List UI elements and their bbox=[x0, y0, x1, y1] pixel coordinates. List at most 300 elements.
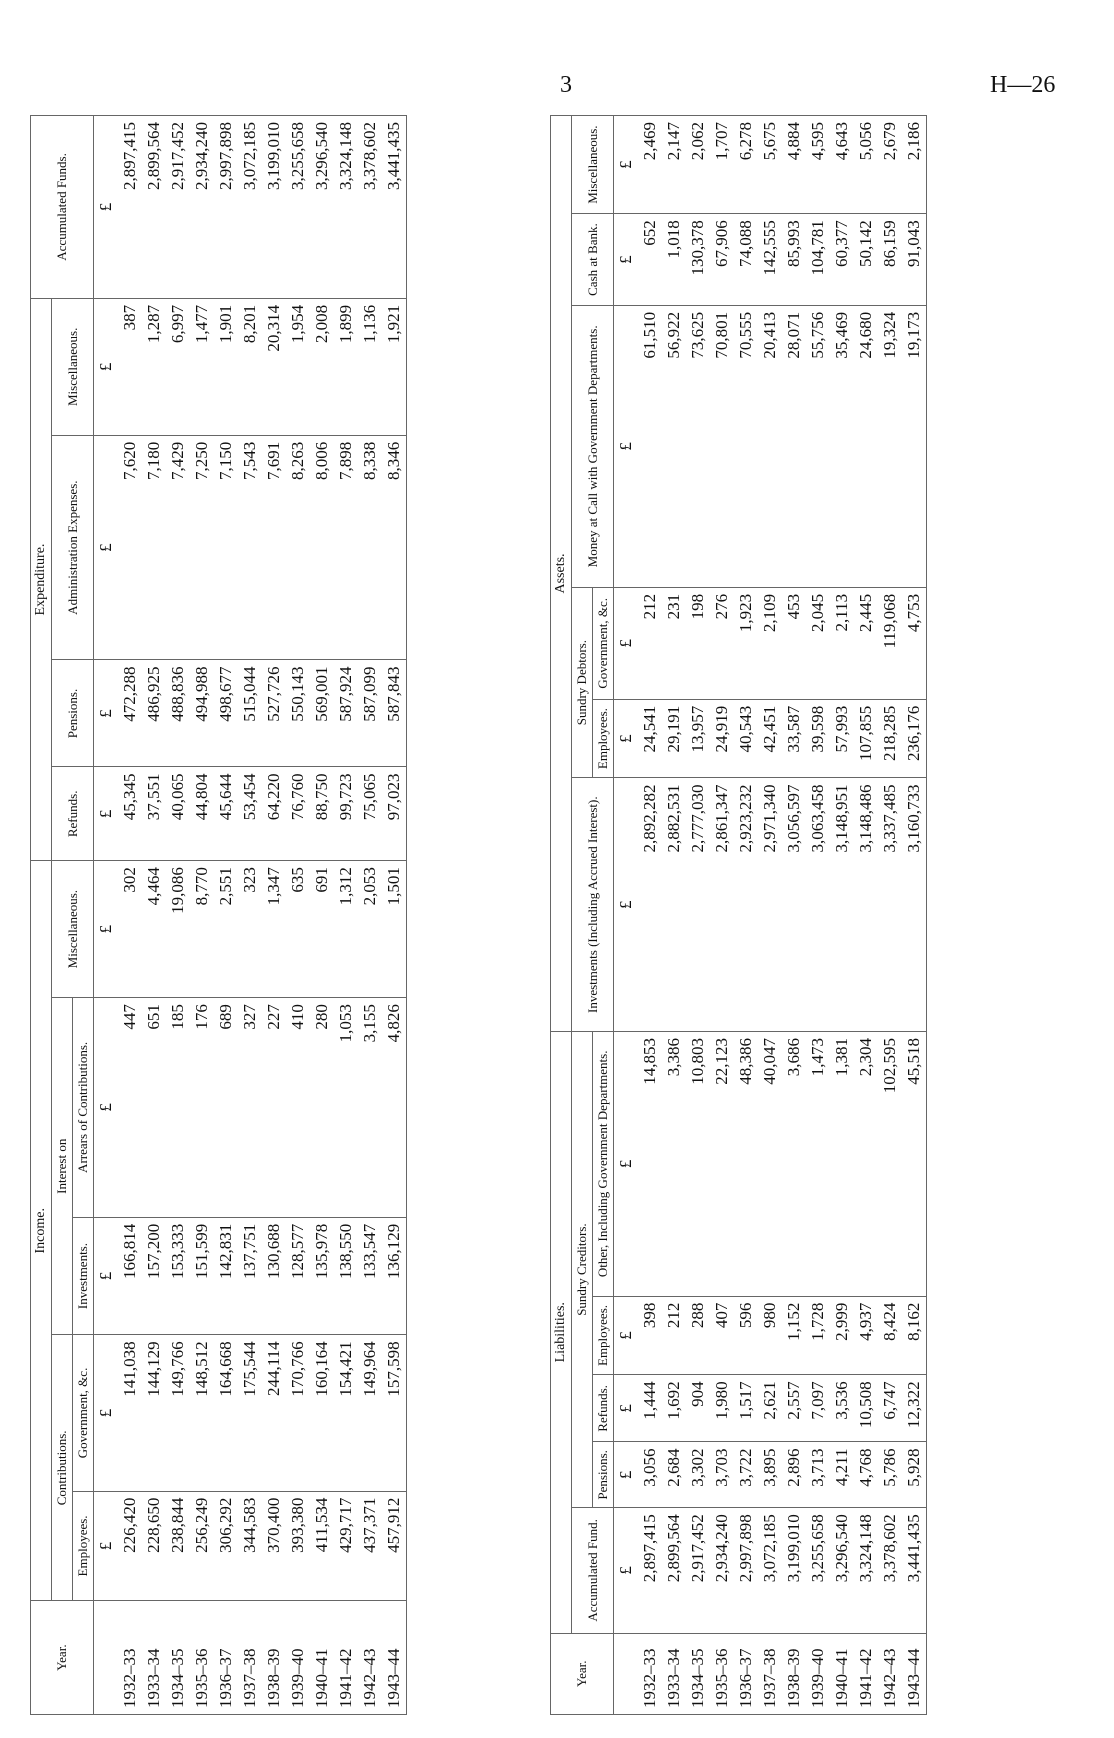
blank-cell bbox=[94, 1601, 119, 1715]
value-cell: 236,176 bbox=[902, 699, 927, 778]
value-cell: 2,557 bbox=[782, 1375, 806, 1442]
value-cell: 398 bbox=[638, 1296, 662, 1375]
value-cell: 48,386 bbox=[734, 1031, 758, 1296]
value-cell: 3,160,733 bbox=[902, 778, 927, 1032]
value-cell: 85,993 bbox=[782, 214, 806, 306]
value-cell: 323 bbox=[238, 861, 262, 998]
value-cell: 2,917,452 bbox=[166, 116, 190, 299]
currency-symbol: £ bbox=[94, 767, 119, 861]
value-cell: 56,922 bbox=[662, 305, 686, 587]
value-cell: 3,386 bbox=[662, 1031, 686, 1296]
value-cell: 2,934,240 bbox=[710, 1508, 734, 1633]
value-cell: 3,713 bbox=[806, 1442, 830, 1508]
value-cell: 486,925 bbox=[142, 660, 166, 767]
value-cell: 1,381 bbox=[830, 1031, 854, 1296]
year-header: Year. bbox=[551, 1633, 614, 1714]
value-cell: 86,159 bbox=[878, 214, 902, 306]
value-cell: 635 bbox=[286, 861, 310, 998]
value-cell: 226,420 bbox=[118, 1491, 142, 1601]
table-row bbox=[782, 116, 806, 1715]
value-cell: 7,097 bbox=[806, 1375, 830, 1442]
value-cell: 2,062 bbox=[686, 116, 710, 214]
value-cell: 2,896 bbox=[782, 1442, 806, 1508]
currency-symbol: £ bbox=[94, 1335, 119, 1491]
value-cell: 3,378,602 bbox=[358, 116, 382, 299]
table-row bbox=[382, 116, 407, 1715]
col-header: Money at Call with Government Departments. bbox=[572, 305, 614, 587]
value-cell: 19,086 bbox=[166, 861, 190, 998]
value-cell: 515,044 bbox=[238, 660, 262, 767]
value-cell: 2,999 bbox=[830, 1296, 854, 1375]
col-header: Investments. bbox=[73, 1217, 94, 1335]
value-cell: 104,781 bbox=[806, 214, 830, 306]
value-cell: 498,677 bbox=[214, 660, 238, 767]
value-cell: 393,380 bbox=[286, 1491, 310, 1601]
currency-symbol: £ bbox=[614, 305, 639, 587]
value-cell: 91,043 bbox=[902, 214, 927, 306]
value-cell: 76,760 bbox=[286, 767, 310, 861]
value-cell: 70,555 bbox=[734, 305, 758, 587]
value-cell: 5,786 bbox=[878, 1442, 902, 1508]
value-cell: 2,882,531 bbox=[662, 778, 686, 1032]
value-cell: 256,249 bbox=[190, 1491, 214, 1601]
value-cell: 244,114 bbox=[262, 1335, 286, 1491]
value-cell: 3,296,540 bbox=[830, 1508, 854, 1633]
value-cell: 2,923,232 bbox=[734, 778, 758, 1032]
value-cell: 457,912 bbox=[382, 1491, 407, 1601]
value-cell: 2,917,452 bbox=[686, 1508, 710, 1633]
table-row bbox=[638, 116, 662, 1715]
value-cell: 45,345 bbox=[118, 767, 142, 861]
value-cell: 3,441,435 bbox=[382, 116, 407, 299]
value-cell: 14,853 bbox=[638, 1031, 662, 1296]
table-row bbox=[166, 116, 190, 1715]
value-cell: 157,598 bbox=[382, 1335, 407, 1491]
year-cell: 1935–36 bbox=[710, 1633, 734, 1714]
value-cell: 141,038 bbox=[118, 1335, 142, 1491]
value-cell: 1,347 bbox=[262, 861, 286, 998]
value-cell: 2,971,340 bbox=[758, 778, 782, 1032]
currency-symbol: £ bbox=[614, 699, 639, 778]
table-row bbox=[902, 116, 927, 1715]
value-cell: 231 bbox=[662, 587, 686, 699]
value-cell: 7,180 bbox=[142, 435, 166, 660]
value-cell: 4,937 bbox=[854, 1296, 878, 1375]
value-cell: 370,400 bbox=[262, 1491, 286, 1601]
value-cell: 1,018 bbox=[662, 214, 686, 306]
value-cell: 2,008 bbox=[310, 298, 334, 435]
value-cell: 652 bbox=[638, 214, 662, 306]
value-cell: 302 bbox=[118, 861, 142, 998]
value-cell: 4,826 bbox=[382, 998, 407, 1218]
value-cell: 228,650 bbox=[142, 1491, 166, 1601]
value-cell: 3,324,148 bbox=[334, 116, 358, 299]
value-cell: 3,199,010 bbox=[782, 1508, 806, 1633]
value-cell: 276 bbox=[710, 587, 734, 699]
value-cell: 57,993 bbox=[830, 699, 854, 778]
value-cell: 2,113 bbox=[830, 587, 854, 699]
value-cell: 344,583 bbox=[238, 1491, 262, 1601]
year-cell: 1942–43 bbox=[358, 1601, 382, 1715]
value-cell: 3,148,486 bbox=[854, 778, 878, 1032]
value-cell: 587,843 bbox=[382, 660, 407, 767]
value-cell: 651 bbox=[142, 998, 166, 1218]
value-cell: 596 bbox=[734, 1296, 758, 1375]
table-row bbox=[358, 116, 382, 1715]
value-cell: 55,756 bbox=[806, 305, 830, 587]
col-header: Refunds. bbox=[593, 1375, 614, 1442]
value-cell: 24,541 bbox=[638, 699, 662, 778]
year-cell: 1934–35 bbox=[686, 1633, 710, 1714]
value-cell: 904 bbox=[686, 1375, 710, 1442]
value-cell: 3,072,185 bbox=[758, 1508, 782, 1633]
year-cell: 1932–33 bbox=[638, 1633, 662, 1714]
value-cell: 74,088 bbox=[734, 214, 758, 306]
value-cell: 1,152 bbox=[782, 1296, 806, 1375]
value-cell: 7,150 bbox=[214, 435, 238, 660]
sundry-creditors-header: Sundry Creditors. bbox=[572, 1031, 593, 1507]
value-cell: 980 bbox=[758, 1296, 782, 1375]
col-header: Refunds. bbox=[52, 767, 94, 861]
currency-symbol: £ bbox=[614, 1508, 639, 1633]
value-cell: 40,543 bbox=[734, 699, 758, 778]
value-cell: 2,934,240 bbox=[190, 116, 214, 299]
value-cell: 4,211 bbox=[830, 1442, 854, 1508]
value-cell: 3,063,458 bbox=[806, 778, 830, 1032]
value-cell: 3,722 bbox=[734, 1442, 758, 1508]
currency-symbol: £ bbox=[94, 298, 119, 435]
value-cell: 154,421 bbox=[334, 1335, 358, 1491]
value-cell: 3,056 bbox=[638, 1442, 662, 1508]
table-row bbox=[214, 116, 238, 1715]
value-cell: 2,899,564 bbox=[662, 1508, 686, 1633]
year-cell: 1932–33 bbox=[118, 1601, 142, 1715]
value-cell: 3,441,435 bbox=[902, 1508, 927, 1633]
table-row bbox=[118, 116, 142, 1715]
value-cell: 472,288 bbox=[118, 660, 142, 767]
value-cell: 8,162 bbox=[902, 1296, 927, 1375]
value-cell: 75,065 bbox=[358, 767, 382, 861]
value-cell: 7,543 bbox=[238, 435, 262, 660]
value-cell: 12,322 bbox=[902, 1375, 927, 1442]
value-cell: 133,547 bbox=[358, 1217, 382, 1335]
value-cell: 70,801 bbox=[710, 305, 734, 587]
value-cell: 2,045 bbox=[806, 587, 830, 699]
col-header: Employees. bbox=[593, 1296, 614, 1375]
currency-symbol: £ bbox=[614, 1031, 639, 1296]
value-cell: 3,296,540 bbox=[310, 116, 334, 299]
value-cell: 2,186 bbox=[902, 116, 927, 214]
value-cell: 407 bbox=[710, 1296, 734, 1375]
value-cell: 60,377 bbox=[830, 214, 854, 306]
table-row bbox=[662, 116, 686, 1715]
value-cell: 42,451 bbox=[758, 699, 782, 778]
value-cell: 4,643 bbox=[830, 116, 854, 214]
value-cell: 130,688 bbox=[262, 1217, 286, 1335]
value-cell: 3,895 bbox=[758, 1442, 782, 1508]
value-cell: 2,777,030 bbox=[686, 778, 710, 1032]
value-cell: 288 bbox=[686, 1296, 710, 1375]
year-cell: 1941–42 bbox=[854, 1633, 878, 1714]
value-cell: 3,378,602 bbox=[878, 1508, 902, 1633]
col-header: Miscellaneous. bbox=[52, 298, 94, 435]
currency-symbol: £ bbox=[614, 1296, 639, 1375]
value-cell: 128,577 bbox=[286, 1217, 310, 1335]
currency-symbol: £ bbox=[614, 778, 639, 1032]
value-cell: 2,147 bbox=[662, 116, 686, 214]
value-cell: 2,997,898 bbox=[214, 116, 238, 299]
table-row bbox=[734, 116, 758, 1715]
value-cell: 691 bbox=[310, 861, 334, 998]
table-row bbox=[190, 116, 214, 1715]
value-cell: 107,855 bbox=[854, 699, 878, 778]
value-cell: 19,324 bbox=[878, 305, 902, 587]
value-cell: 1,707 bbox=[710, 116, 734, 214]
table-row bbox=[686, 116, 710, 1715]
value-cell: 4,753 bbox=[902, 587, 927, 699]
value-cell: 280 bbox=[310, 998, 334, 1218]
value-cell: 99,723 bbox=[334, 767, 358, 861]
value-cell: 4,464 bbox=[142, 861, 166, 998]
value-cell: 20,314 bbox=[262, 298, 286, 435]
value-cell: 437,371 bbox=[358, 1491, 382, 1601]
value-cell: 148,512 bbox=[190, 1335, 214, 1491]
value-cell: 2,997,898 bbox=[734, 1508, 758, 1633]
income-expenditure-table bbox=[30, 115, 407, 1715]
value-cell: 3,337,485 bbox=[878, 778, 902, 1032]
value-cell: 24,680 bbox=[854, 305, 878, 587]
value-cell: 6,278 bbox=[734, 116, 758, 214]
value-cell: 7,620 bbox=[118, 435, 142, 660]
value-cell: 3,302 bbox=[686, 1442, 710, 1508]
value-cell: 137,751 bbox=[238, 1217, 262, 1335]
table-row bbox=[830, 116, 854, 1715]
value-cell: 39,598 bbox=[806, 699, 830, 778]
value-cell: 587,099 bbox=[358, 660, 382, 767]
year-cell: 1936–37 bbox=[214, 1601, 238, 1715]
value-cell: 488,836 bbox=[166, 660, 190, 767]
income-header: Income. bbox=[31, 861, 52, 1601]
document-reference: H—26 bbox=[990, 72, 1056, 98]
table-row bbox=[262, 116, 286, 1715]
value-cell: 136,129 bbox=[382, 1217, 407, 1335]
value-cell: 410 bbox=[286, 998, 310, 1218]
value-cell: 198 bbox=[686, 587, 710, 699]
value-cell: 527,726 bbox=[262, 660, 286, 767]
value-cell: 185 bbox=[166, 998, 190, 1218]
value-cell: 24,919 bbox=[710, 699, 734, 778]
value-cell: 2,684 bbox=[662, 1442, 686, 1508]
table-row bbox=[238, 116, 262, 1715]
value-cell: 1,901 bbox=[214, 298, 238, 435]
value-cell: 45,518 bbox=[902, 1031, 927, 1296]
value-cell: 44,804 bbox=[190, 767, 214, 861]
value-cell: 212 bbox=[638, 587, 662, 699]
value-cell: 142,831 bbox=[214, 1217, 238, 1335]
currency-symbol: £ bbox=[94, 116, 119, 299]
value-cell: 2,897,415 bbox=[118, 116, 142, 299]
currency-symbol: £ bbox=[94, 998, 119, 1218]
assets-header: Assets. bbox=[551, 116, 572, 1032]
value-cell: 411,534 bbox=[310, 1491, 334, 1601]
value-cell: 453 bbox=[782, 587, 806, 699]
currency-symbol: £ bbox=[94, 861, 119, 998]
col-header: Other, Including Government Departments. bbox=[593, 1031, 614, 1296]
value-cell: 1,501 bbox=[382, 861, 407, 998]
currency-symbol: £ bbox=[614, 214, 639, 306]
value-cell: 149,766 bbox=[166, 1335, 190, 1491]
value-cell: 67,906 bbox=[710, 214, 734, 306]
year-cell: 1938–39 bbox=[782, 1633, 806, 1714]
value-cell: 119,068 bbox=[878, 587, 902, 699]
currency-symbol: £ bbox=[614, 1375, 639, 1442]
value-cell: 151,599 bbox=[190, 1217, 214, 1335]
value-cell: 144,129 bbox=[142, 1335, 166, 1491]
table-row bbox=[710, 116, 734, 1715]
value-cell: 4,768 bbox=[854, 1442, 878, 1508]
rotated-tables bbox=[30, 115, 1090, 1715]
table-row bbox=[806, 116, 830, 1715]
value-cell: 3,255,658 bbox=[806, 1508, 830, 1633]
value-cell: 8,263 bbox=[286, 435, 310, 660]
value-cell: 2,679 bbox=[878, 116, 902, 214]
value-cell: 160,164 bbox=[310, 1335, 334, 1491]
value-cell: 2,551 bbox=[214, 861, 238, 998]
year-cell: 1943–44 bbox=[902, 1633, 927, 1714]
year-cell: 1941–42 bbox=[334, 1601, 358, 1715]
currency-symbol: £ bbox=[614, 1442, 639, 1508]
value-cell: 3,148,951 bbox=[830, 778, 854, 1032]
value-cell: 1,921 bbox=[382, 298, 407, 435]
value-cell: 3,536 bbox=[830, 1375, 854, 1442]
value-cell: 13,957 bbox=[686, 699, 710, 778]
value-cell: 164,668 bbox=[214, 1335, 238, 1491]
interest-on-header: Interest on bbox=[52, 998, 73, 1335]
year-cell: 1934–35 bbox=[166, 1601, 190, 1715]
value-cell: 37,551 bbox=[142, 767, 166, 861]
year-cell: 1940–41 bbox=[830, 1633, 854, 1714]
value-cell: 8,201 bbox=[238, 298, 262, 435]
value-cell: 175,544 bbox=[238, 1335, 262, 1491]
year-cell: 1940–41 bbox=[310, 1601, 334, 1715]
value-cell: 3,255,658 bbox=[286, 116, 310, 299]
currency-row bbox=[94, 116, 119, 1715]
value-cell: 10,803 bbox=[686, 1031, 710, 1296]
value-cell: 5,675 bbox=[758, 116, 782, 214]
value-cell: 170,766 bbox=[286, 1335, 310, 1491]
value-cell: 2,861,347 bbox=[710, 778, 734, 1032]
value-cell: 28,071 bbox=[782, 305, 806, 587]
value-cell: 8,770 bbox=[190, 861, 214, 998]
value-cell: 1,053 bbox=[334, 998, 358, 1218]
value-cell: 1,728 bbox=[806, 1296, 830, 1375]
value-cell: 1,477 bbox=[190, 298, 214, 435]
table-row bbox=[142, 116, 166, 1715]
col-header: Government, &c. bbox=[593, 587, 614, 699]
col-header: Government, &c. bbox=[73, 1335, 94, 1491]
value-cell: 176 bbox=[190, 998, 214, 1218]
value-cell: 689 bbox=[214, 998, 238, 1218]
value-cell: 1,473 bbox=[806, 1031, 830, 1296]
year-cell: 1939–40 bbox=[806, 1633, 830, 1714]
sundry-debtors-header: Sundry Debtors. bbox=[572, 587, 593, 778]
value-cell: 1,312 bbox=[334, 861, 358, 998]
value-cell: 1,136 bbox=[358, 298, 382, 435]
col-header: Cash at Bank. bbox=[572, 214, 614, 306]
year-cell: 1933–34 bbox=[142, 1601, 166, 1715]
currency-symbol: £ bbox=[614, 587, 639, 699]
value-cell: 4,595 bbox=[806, 116, 830, 214]
value-cell: 45,644 bbox=[214, 767, 238, 861]
value-cell: 130,378 bbox=[686, 214, 710, 306]
col-header: Pensions. bbox=[52, 660, 94, 767]
page-number: 3 bbox=[560, 72, 572, 98]
value-cell: 40,047 bbox=[758, 1031, 782, 1296]
value-cell: 550,143 bbox=[286, 660, 310, 767]
col-header: Miscellaneous. bbox=[52, 861, 94, 998]
currency-symbol: £ bbox=[94, 660, 119, 767]
value-cell: 7,429 bbox=[166, 435, 190, 660]
value-cell: 587,924 bbox=[334, 660, 358, 767]
value-cell: 1,954 bbox=[286, 298, 310, 435]
value-cell: 97,023 bbox=[382, 767, 407, 861]
value-cell: 22,123 bbox=[710, 1031, 734, 1296]
value-cell: 2,109 bbox=[758, 587, 782, 699]
value-cell: 6,747 bbox=[878, 1375, 902, 1442]
col-header: Employees. bbox=[593, 699, 614, 778]
year-cell: 1935–36 bbox=[190, 1601, 214, 1715]
liabilities-assets-table bbox=[550, 115, 927, 1715]
col-header: Pensions. bbox=[593, 1442, 614, 1508]
value-cell: 73,625 bbox=[686, 305, 710, 587]
value-cell: 88,750 bbox=[310, 767, 334, 861]
currency-symbol: £ bbox=[614, 116, 639, 214]
value-cell: 102,595 bbox=[878, 1031, 902, 1296]
value-cell: 1,692 bbox=[662, 1375, 686, 1442]
value-cell: 8,338 bbox=[358, 435, 382, 660]
col-header: Employees. bbox=[73, 1491, 94, 1601]
value-cell: 238,844 bbox=[166, 1491, 190, 1601]
value-cell: 3,072,185 bbox=[238, 116, 262, 299]
value-cell: 8,424 bbox=[878, 1296, 902, 1375]
currency-symbol: £ bbox=[94, 1217, 119, 1335]
value-cell: 2,621 bbox=[758, 1375, 782, 1442]
value-cell: 166,814 bbox=[118, 1217, 142, 1335]
value-cell: 33,587 bbox=[782, 699, 806, 778]
table-row bbox=[854, 116, 878, 1715]
value-cell: 1,444 bbox=[638, 1375, 662, 1442]
table-row bbox=[758, 116, 782, 1715]
year-cell: 1942–43 bbox=[878, 1633, 902, 1714]
value-cell: 157,200 bbox=[142, 1217, 166, 1335]
value-cell: 2,897,415 bbox=[638, 1508, 662, 1633]
value-cell: 29,191 bbox=[662, 699, 686, 778]
year-cell: 1937–38 bbox=[758, 1633, 782, 1714]
value-cell: 387 bbox=[118, 298, 142, 435]
col-header: Accumulated Fund. bbox=[572, 1508, 614, 1633]
value-cell: 19,173 bbox=[902, 305, 927, 587]
col-header: Investments (Including Accrued Interest). bbox=[572, 778, 614, 1032]
table-row bbox=[334, 116, 358, 1715]
value-cell: 149,964 bbox=[358, 1335, 382, 1491]
value-cell: 3,703 bbox=[710, 1442, 734, 1508]
table-row bbox=[878, 116, 902, 1715]
value-cell: 429,717 bbox=[334, 1491, 358, 1601]
value-cell: 447 bbox=[118, 998, 142, 1218]
year-cell: 1937–38 bbox=[238, 1601, 262, 1715]
value-cell: 7,691 bbox=[262, 435, 286, 660]
value-cell: 50,142 bbox=[854, 214, 878, 306]
